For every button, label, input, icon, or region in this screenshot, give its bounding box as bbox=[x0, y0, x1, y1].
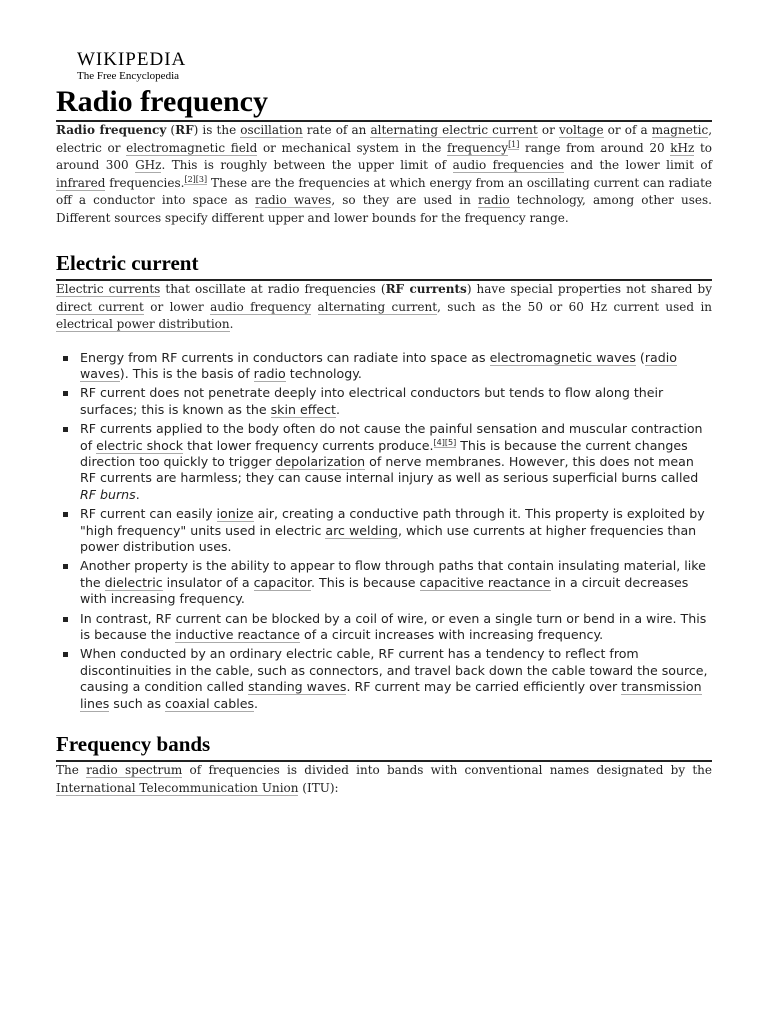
text: In contrast, RF current can be blocked by a coil of wire, or even a single turn or bend in a wire. This is because the bbox=[80, 610, 707, 642]
text: . bbox=[135, 486, 140, 502]
logo-tagline: The Free Encyclopedia bbox=[77, 70, 180, 82]
text: technology. bbox=[285, 365, 362, 381]
text: and the lower limit of bbox=[563, 158, 713, 172]
bold-term: Radio frequency bbox=[56, 123, 167, 137]
link-depolarization[interactable]: depolarization bbox=[275, 453, 366, 469]
text: . RF current may be carried efficiently over bbox=[346, 679, 622, 695]
link-electromagnetic-field[interactable]: electromagnetic field bbox=[126, 140, 258, 155]
link-ionize[interactable]: ionize bbox=[216, 506, 254, 522]
text: air, creating a conductive path through it. This property is exploited by "high frequency" units used in electric bbox=[80, 506, 705, 538]
text: . bbox=[336, 401, 341, 417]
text: that lower frequency currents produce. bbox=[183, 437, 434, 453]
link-voltage[interactable]: voltage bbox=[558, 123, 604, 137]
text: These are the frequencies at which energy from an oscillating current can radiate off a conductor into space as bbox=[56, 175, 713, 207]
text: that oscillate at radio frequencies ( bbox=[160, 282, 386, 296]
text: of nerve membranes. However, this does not mean RF currents are harmless; they can cause internal injury as well as serious superficial burns called bbox=[80, 453, 699, 486]
text: . bbox=[254, 695, 259, 711]
text: RF current does not penetrate deeply into electrical conductors but tends to flow along their surfaces; this is known as the bbox=[80, 385, 664, 417]
list-item bbox=[56, 385, 712, 418]
link-dielectric[interactable]: dielectric bbox=[104, 574, 163, 590]
text: When conducted by an ordinary electric cable, RF current has a tendency to reflect from discontinuities in the cable, such as connectors, and travel back down the cable toward the source, causing a condition called bbox=[80, 646, 708, 695]
text: ). This is the basis of bbox=[119, 365, 254, 381]
link-inductive-reactance[interactable]: inductive reactance bbox=[175, 627, 301, 642]
section-heading-electric-current: Electric current bbox=[56, 251, 712, 281]
bold-term: RF bbox=[175, 123, 194, 137]
text: RF current can easily bbox=[80, 506, 217, 522]
link-frequency[interactable]: frequency bbox=[447, 140, 509, 155]
wikipedia-logo[interactable] bbox=[77, 50, 712, 83]
text: . This is roughly between the upper limit of bbox=[161, 158, 453, 172]
link-alternating-current[interactable]: alternating current bbox=[317, 299, 438, 314]
link-capacitor[interactable]: capacitor bbox=[253, 574, 312, 590]
text: ) have special properties not shared by bbox=[466, 282, 712, 296]
text: or of a bbox=[603, 123, 652, 137]
text: RF currents applied to the body often do not cause the painful sensation and muscular contraction of bbox=[80, 421, 703, 453]
text: , such as the 50 or 60 Hz current used in bbox=[437, 299, 713, 314]
citation-5[interactable]: [5] bbox=[444, 437, 457, 447]
properties-list bbox=[56, 350, 712, 713]
text: or mechanical system in the bbox=[257, 140, 448, 155]
link-oscillation[interactable]: oscillation bbox=[240, 123, 303, 137]
text: of frequencies is divided into bands with conventional names designated by the bbox=[182, 763, 713, 778]
text: . bbox=[229, 317, 234, 331]
link-radio-waves[interactable]: radio waves bbox=[80, 349, 677, 381]
text: insulator of a bbox=[162, 574, 254, 590]
link-transmission-lines[interactable]: transmission lines bbox=[80, 679, 702, 711]
link-skin-effect[interactable]: skin effect bbox=[270, 401, 336, 417]
text: The bbox=[56, 763, 87, 778]
text: ) is the bbox=[193, 123, 241, 137]
list-item bbox=[56, 611, 712, 644]
text: or bbox=[537, 123, 559, 137]
link-magnetic[interactable]: magnetic bbox=[651, 123, 709, 137]
list-item bbox=[56, 646, 712, 712]
italic-term: RF burns bbox=[80, 486, 136, 502]
link-electric-shock[interactable]: electric shock bbox=[96, 437, 184, 453]
text: such as bbox=[109, 695, 166, 711]
text: , electric or bbox=[56, 123, 713, 155]
link-electric-currents[interactable]: Electric currents bbox=[56, 282, 161, 296]
text: This is because the current changes direction too quickly to trigger bbox=[80, 437, 688, 469]
link-radio[interactable]: radio bbox=[478, 193, 510, 207]
link-audio-frequency[interactable]: audio frequency bbox=[210, 299, 312, 314]
text: technology, among other uses. Different sources specify different upper and lower bounds for the frequency range. bbox=[56, 193, 713, 225]
text: ( bbox=[166, 123, 176, 137]
link-arc-welding[interactable]: arc welding bbox=[325, 522, 398, 538]
link-radio-spectrum[interactable]: radio spectrum bbox=[86, 763, 183, 778]
text: Energy from RF currents in conductors can radiate into space as bbox=[80, 349, 490, 365]
link-khz[interactable]: kHz bbox=[670, 140, 695, 155]
lede-paragraph bbox=[56, 122, 712, 227]
text: frequencies. bbox=[105, 175, 185, 190]
link-electromagnetic-waves[interactable]: electromagnetic waves bbox=[489, 349, 636, 365]
citation-2[interactable]: [2] bbox=[184, 174, 196, 184]
link-ghz[interactable]: GHz bbox=[135, 158, 162, 172]
text: Another property is the ability to appear to flow through paths that contain insulating material, like the bbox=[80, 558, 706, 590]
text: range from around 20 bbox=[519, 140, 671, 155]
text: of a circuit increases with increasing frequency. bbox=[300, 627, 604, 642]
text: . This is because bbox=[311, 574, 420, 590]
text: (ITU): bbox=[298, 780, 339, 795]
link-radio-waves[interactable]: radio waves bbox=[255, 193, 332, 207]
link-audio-frequencies[interactable]: audio frequencies bbox=[452, 158, 564, 172]
list-item bbox=[56, 506, 712, 555]
article-content bbox=[56, 50, 712, 797]
text: or lower bbox=[143, 299, 211, 314]
link-capacitive-reactance[interactable]: capacitive reactance bbox=[419, 574, 551, 590]
text: in a circuit decreases with increasing frequency. bbox=[80, 574, 689, 607]
text: to around 300 bbox=[56, 140, 712, 172]
citation-1[interactable]: [1] bbox=[508, 139, 520, 149]
page-title: Radio frequency bbox=[56, 85, 712, 122]
list-item bbox=[56, 350, 712, 383]
citation-3[interactable]: [3] bbox=[195, 174, 208, 184]
text: , which use currents at higher frequencies than power distribution uses. bbox=[80, 522, 697, 554]
citation-4[interactable]: [4] bbox=[433, 437, 445, 447]
link-coaxial-cables[interactable]: coaxial cables bbox=[165, 695, 255, 711]
text: rate of an bbox=[302, 123, 371, 137]
link-electrical-power-distribution[interactable]: electrical power distribution bbox=[56, 317, 230, 331]
text: ( bbox=[635, 349, 645, 365]
link-itu[interactable]: International Telecommunication Union bbox=[56, 780, 299, 795]
text bbox=[311, 300, 317, 314]
section-heading-frequency-bands: Frequency bands bbox=[56, 732, 712, 762]
frequency-bands-paragraph bbox=[56, 762, 712, 797]
link-alternating-electric-current[interactable]: alternating electric current bbox=[370, 123, 538, 137]
logo-wordmark: WIKIPEDIA bbox=[77, 49, 187, 70]
link-radio[interactable]: radio bbox=[253, 365, 286, 381]
link-direct-current[interactable]: direct current bbox=[56, 299, 144, 314]
link-standing-waves[interactable]: standing waves bbox=[248, 679, 347, 695]
list-item bbox=[56, 421, 712, 503]
bold-term: RF currents bbox=[385, 282, 467, 296]
text: , so they are used in bbox=[331, 193, 478, 207]
link-infrared[interactable]: infrared bbox=[56, 175, 106, 190]
list-item bbox=[56, 558, 712, 607]
electric-current-paragraph bbox=[56, 281, 712, 334]
